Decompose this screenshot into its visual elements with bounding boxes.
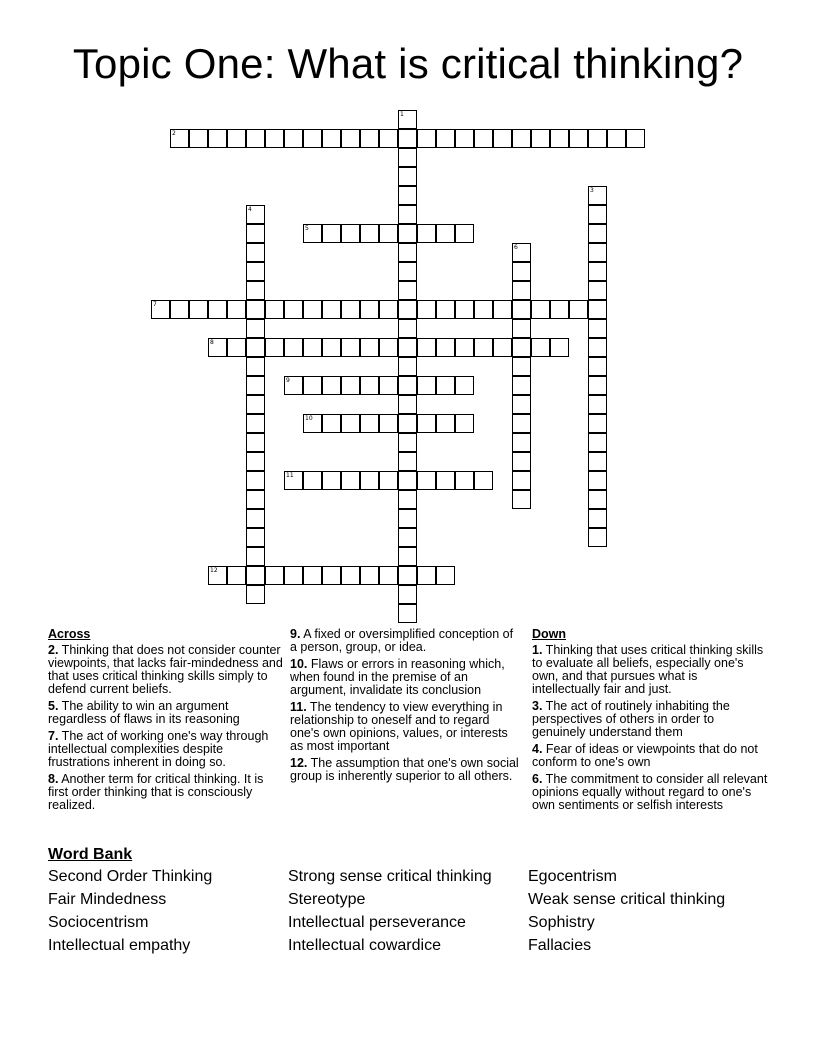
grid-cell[interactable] xyxy=(360,338,379,357)
grid-cell[interactable] xyxy=(493,129,512,148)
grid-cell[interactable] xyxy=(189,300,208,319)
clue-item-text: The tendency to view everything in relationship to oneself and to regard one's own opinions, values, or interests as most important xyxy=(290,700,508,753)
grid-cell[interactable] xyxy=(588,376,607,395)
across-heading: Across xyxy=(48,627,91,641)
grid-cell[interactable] xyxy=(246,300,265,319)
grid-cell[interactable] xyxy=(588,205,607,224)
grid-cell[interactable] xyxy=(417,471,436,490)
grid-cell[interactable] xyxy=(436,376,455,395)
grid-cell[interactable] xyxy=(398,471,417,490)
grid-cell[interactable] xyxy=(341,566,360,585)
grid-cell[interactable] xyxy=(246,243,265,262)
grid-cell[interactable] xyxy=(322,376,341,395)
grid-cell[interactable] xyxy=(398,319,417,338)
clue-number: 9 xyxy=(286,377,290,384)
clue-item xyxy=(290,701,522,753)
grid-cell[interactable] xyxy=(379,471,398,490)
clue-item-number: 7. xyxy=(48,729,59,743)
grid-cell[interactable] xyxy=(474,129,493,148)
grid-cell[interactable] xyxy=(588,300,607,319)
grid-cell[interactable] xyxy=(322,129,341,148)
clue-item-text: The ability to win an argument regardless of flaws in its reasoning xyxy=(48,699,240,726)
across-clues-column-2 xyxy=(290,628,522,787)
grid-cell[interactable] xyxy=(398,490,417,509)
grid-cell[interactable] xyxy=(588,186,607,205)
grid-cell[interactable] xyxy=(341,376,360,395)
grid-cell[interactable] xyxy=(227,338,246,357)
grid-cell[interactable] xyxy=(588,528,607,547)
clue-number: 8 xyxy=(210,339,214,346)
clue-item-number: 1. xyxy=(532,643,543,657)
word-bank-item: Intellectual cowardice xyxy=(288,937,441,954)
grid-cell[interactable] xyxy=(398,433,417,452)
grid-cell[interactable] xyxy=(341,129,360,148)
clue-item-number: 5. xyxy=(48,699,59,713)
grid-cell[interactable] xyxy=(398,300,417,319)
word-bank-item: Sophistry xyxy=(528,914,595,931)
clue-item-number: 10. xyxy=(290,657,308,671)
grid-cell[interactable] xyxy=(341,414,360,433)
grid-cell[interactable] xyxy=(626,129,645,148)
word-bank-item: Strong sense critical thinking xyxy=(288,868,492,885)
grid-cell[interactable] xyxy=(493,338,512,357)
grid-cell[interactable] xyxy=(474,338,493,357)
clue-item-text: Flaws or errors in reasoning which, when found in the premise of an argument, invalidate its conclusion xyxy=(290,657,505,697)
grid-cell[interactable] xyxy=(588,262,607,281)
clue-item-number: 8. xyxy=(48,772,59,786)
grid-cell[interactable] xyxy=(398,205,417,224)
grid-cell[interactable] xyxy=(246,357,265,376)
grid-cell[interactable] xyxy=(398,338,417,357)
grid-cell[interactable] xyxy=(512,262,531,281)
grid-cell[interactable] xyxy=(360,471,379,490)
grid-cell[interactable] xyxy=(379,300,398,319)
grid-cell[interactable] xyxy=(284,338,303,357)
grid-cell[interactable] xyxy=(417,338,436,357)
grid-cell[interactable] xyxy=(398,604,417,623)
grid-cell[interactable] xyxy=(417,300,436,319)
grid-cell[interactable] xyxy=(398,224,417,243)
grid-cell[interactable] xyxy=(512,490,531,509)
grid-cell[interactable] xyxy=(303,338,322,357)
grid-cell[interactable] xyxy=(303,224,322,243)
clue-item xyxy=(290,658,522,697)
clue-item-text: The assumption that one's own social group is inherently superior to all others. xyxy=(290,756,519,783)
grid-cell[interactable] xyxy=(379,414,398,433)
grid-cell[interactable] xyxy=(379,566,398,585)
grid-cell[interactable] xyxy=(417,414,436,433)
grid-cell[interactable] xyxy=(588,471,607,490)
clue-number: 10 xyxy=(305,415,313,422)
clue-item-text: A fixed or oversimplified conception of a person, group, or idea. xyxy=(290,627,514,654)
grid-cell[interactable] xyxy=(398,110,417,129)
word-bank-item: Intellectual perseverance xyxy=(288,914,466,931)
grid-cell[interactable] xyxy=(588,319,607,338)
grid-cell[interactable] xyxy=(246,528,265,547)
grid-cell[interactable] xyxy=(284,471,303,490)
grid-cell[interactable] xyxy=(360,414,379,433)
grid-cell[interactable] xyxy=(398,452,417,471)
clue-number: 1 xyxy=(400,111,404,118)
grid-cell[interactable] xyxy=(360,300,379,319)
grid-cell[interactable] xyxy=(607,129,626,148)
grid-cell[interactable] xyxy=(436,129,455,148)
grid-cell[interactable] xyxy=(322,471,341,490)
grid-cell[interactable] xyxy=(588,395,607,414)
grid-cell[interactable] xyxy=(398,186,417,205)
clue-item-number: 4. xyxy=(532,742,543,756)
grid-cell[interactable] xyxy=(398,167,417,186)
grid-cell[interactable] xyxy=(588,338,607,357)
grid-cell[interactable] xyxy=(227,566,246,585)
grid-cell[interactable] xyxy=(512,281,531,300)
grid-cell[interactable] xyxy=(398,547,417,566)
grid-cell[interactable] xyxy=(227,129,246,148)
grid-cell[interactable] xyxy=(322,414,341,433)
clue-item xyxy=(532,773,768,812)
grid-cell[interactable] xyxy=(265,300,284,319)
grid-cell[interactable] xyxy=(531,129,550,148)
grid-cell[interactable] xyxy=(246,490,265,509)
grid-cell[interactable] xyxy=(436,471,455,490)
grid-cell[interactable] xyxy=(265,566,284,585)
grid-cell[interactable] xyxy=(512,129,531,148)
grid-cell[interactable] xyxy=(379,129,398,148)
grid-cell[interactable] xyxy=(360,566,379,585)
grid-cell[interactable] xyxy=(322,566,341,585)
grid-cell[interactable] xyxy=(303,129,322,148)
across-clue-list xyxy=(48,644,284,812)
grid-cell[interactable] xyxy=(588,490,607,509)
clue-number: 6 xyxy=(514,244,518,251)
grid-cell[interactable] xyxy=(455,224,474,243)
clue-item xyxy=(48,730,284,769)
grid-cell[interactable] xyxy=(417,224,436,243)
grid-cell[interactable] xyxy=(588,452,607,471)
grid-cell[interactable] xyxy=(588,281,607,300)
clue-item xyxy=(532,743,768,769)
clue-item-number: 12. xyxy=(290,756,308,770)
grid-cell[interactable] xyxy=(303,376,322,395)
grid-cell[interactable] xyxy=(360,376,379,395)
grid-cell[interactable] xyxy=(303,300,322,319)
word-bank-item: Egocentrism xyxy=(528,868,617,885)
grid-cell[interactable] xyxy=(284,129,303,148)
grid-cell[interactable] xyxy=(284,376,303,395)
word-bank-item: Second Order Thinking xyxy=(48,868,213,885)
grid-cell[interactable] xyxy=(512,338,531,357)
word-bank-item: Stereotype xyxy=(288,891,366,908)
grid-cell[interactable] xyxy=(436,224,455,243)
grid-cell[interactable] xyxy=(512,414,531,433)
down-clues-column xyxy=(532,628,768,816)
grid-cell[interactable] xyxy=(341,224,360,243)
page-title: Topic One: What is critical thinking? xyxy=(72,40,744,87)
grid-cell[interactable] xyxy=(455,414,474,433)
grid-cell[interactable] xyxy=(379,376,398,395)
grid-cell[interactable] xyxy=(379,338,398,357)
grid-cell[interactable] xyxy=(341,300,360,319)
grid-cell[interactable] xyxy=(303,414,322,433)
grid-cell[interactable] xyxy=(512,243,531,262)
grid-cell[interactable] xyxy=(588,414,607,433)
grid-cell[interactable] xyxy=(246,224,265,243)
clue-number: 3 xyxy=(590,187,594,194)
word-bank-item: Intellectual empathy xyxy=(48,937,191,954)
clue-number: 12 xyxy=(210,567,218,574)
clue-item-text: The act of routinely inhabiting the perspectives of others in order to genuinely understand them xyxy=(532,699,730,739)
grid-cell[interactable] xyxy=(398,566,417,585)
grid-cell[interactable] xyxy=(436,566,455,585)
clue-item xyxy=(48,773,284,812)
grid-cell[interactable] xyxy=(246,433,265,452)
grid-cell[interactable] xyxy=(531,338,550,357)
clue-item xyxy=(290,628,522,654)
grid-cell[interactable] xyxy=(322,300,341,319)
grid-cell[interactable] xyxy=(493,300,512,319)
clue-item-text: The act of working one's way through intellectual complexities despite frustrations inherent in doing so. xyxy=(48,729,269,769)
grid-cell[interactable] xyxy=(588,433,607,452)
clue-item xyxy=(48,644,284,696)
grid-cell[interactable] xyxy=(151,300,170,319)
grid-cell[interactable] xyxy=(512,376,531,395)
grid-cell[interactable] xyxy=(360,224,379,243)
clue-item-text: Another term for critical thinking. It is first order thinking that is consciously realized. xyxy=(48,772,264,812)
grid-cell[interactable] xyxy=(569,300,588,319)
grid-cell[interactable] xyxy=(588,129,607,148)
clue-item-text: Thinking that does not consider counter viewpoints, that lacks fair-mindedness and that uses critical thinking skills simply to defend current beliefs. xyxy=(48,643,283,696)
grid-cell[interactable] xyxy=(512,319,531,338)
grid-cell[interactable] xyxy=(246,281,265,300)
across-clues-column xyxy=(48,628,284,816)
clue-number: 2 xyxy=(172,130,176,137)
word-bank-item: Fair Mindedness xyxy=(48,891,167,908)
grid-cell[interactable] xyxy=(284,566,303,585)
grid-cell[interactable] xyxy=(455,129,474,148)
clue-item-number: 6. xyxy=(532,772,543,786)
clue-item-text: Fear of ideas or viewpoints that do not conform to one's own xyxy=(532,742,758,769)
grid-cell[interactable] xyxy=(398,528,417,547)
grid-cell[interactable] xyxy=(208,300,227,319)
clue-item-number: 2. xyxy=(48,643,59,657)
grid-cell[interactable] xyxy=(569,129,588,148)
grid-cell[interactable] xyxy=(341,471,360,490)
grid-cell[interactable] xyxy=(246,262,265,281)
grid-cell[interactable] xyxy=(550,338,569,357)
grid-cell[interactable] xyxy=(588,509,607,528)
grid-cell[interactable] xyxy=(398,414,417,433)
grid-cell[interactable] xyxy=(398,509,417,528)
grid-cell[interactable] xyxy=(398,357,417,376)
grid-cell[interactable] xyxy=(550,129,569,148)
grid-cell[interactable] xyxy=(246,129,265,148)
grid-cell[interactable] xyxy=(588,357,607,376)
grid-cell[interactable] xyxy=(550,300,569,319)
grid-cell[interactable] xyxy=(398,148,417,167)
grid-cell[interactable] xyxy=(303,566,322,585)
clue-item-number: 11. xyxy=(290,700,307,714)
grid-cell[interactable] xyxy=(417,566,436,585)
grid-cell[interactable] xyxy=(512,471,531,490)
grid-cell[interactable] xyxy=(474,471,493,490)
clue-number: 7 xyxy=(153,301,157,308)
grid-cell[interactable] xyxy=(360,129,379,148)
across-clue-list-2 xyxy=(290,628,522,783)
grid-cell[interactable] xyxy=(398,585,417,604)
clue-item-number: 3. xyxy=(532,699,543,713)
clue-item-text: Thinking that uses critical thinking skills to evaluate all beliefs, especially one's own, and that pursues what is intellectually fair and just. xyxy=(532,643,764,696)
grid-cell[interactable] xyxy=(265,129,284,148)
grid-cell[interactable] xyxy=(322,224,341,243)
grid-cell[interactable] xyxy=(436,414,455,433)
grid-cell[interactable] xyxy=(512,300,531,319)
grid-cell[interactable] xyxy=(417,376,436,395)
clue-number: 4 xyxy=(248,206,252,213)
grid-cell[interactable] xyxy=(588,224,607,243)
grid-cell[interactable] xyxy=(246,395,265,414)
grid-cell[interactable] xyxy=(512,395,531,414)
grid-cell[interactable] xyxy=(398,395,417,414)
grid-cell[interactable] xyxy=(398,262,417,281)
grid-cell[interactable] xyxy=(303,471,322,490)
word-bank-item: Weak sense critical thinking xyxy=(528,891,726,908)
grid-cell[interactable] xyxy=(398,376,417,395)
clue-item-text: The commitment to consider all relevant opinions equally without regard to one's own sentiments or selfish interests xyxy=(532,772,768,812)
clue-item xyxy=(48,700,284,726)
grid-cell[interactable] xyxy=(455,300,474,319)
grid-cell[interactable] xyxy=(379,224,398,243)
grid-cell[interactable] xyxy=(189,129,208,148)
grid-cell[interactable] xyxy=(246,585,265,604)
grid-cell[interactable] xyxy=(246,376,265,395)
grid-cell[interactable] xyxy=(170,300,189,319)
grid-cell[interactable] xyxy=(512,433,531,452)
grid-cell[interactable] xyxy=(208,129,227,148)
clue-number: 11 xyxy=(286,472,294,479)
grid-cell[interactable] xyxy=(265,338,284,357)
grid-cell[interactable] xyxy=(170,129,189,148)
grid-cell[interactable] xyxy=(417,129,436,148)
grid-cell[interactable] xyxy=(588,243,607,262)
grid-cell[interactable] xyxy=(208,338,227,357)
grid-cell[interactable] xyxy=(246,566,265,585)
grid-cell[interactable] xyxy=(322,338,341,357)
grid-cell[interactable] xyxy=(341,338,360,357)
grid-cell[interactable] xyxy=(436,338,455,357)
grid-cell[interactable] xyxy=(455,471,474,490)
grid-cell[interactable] xyxy=(246,205,265,224)
grid-cell[interactable] xyxy=(246,547,265,566)
grid-cell[interactable] xyxy=(246,452,265,471)
grid-cell[interactable] xyxy=(531,300,550,319)
down-clue-list xyxy=(532,644,768,812)
clue-item-number: 9. xyxy=(290,627,301,641)
grid-cell[interactable] xyxy=(284,300,303,319)
grid-cell[interactable] xyxy=(512,452,531,471)
grid-cell[interactable] xyxy=(398,129,417,148)
grid-cell[interactable] xyxy=(246,509,265,528)
clue-number: 5 xyxy=(305,225,309,232)
grid-cell[interactable] xyxy=(227,300,246,319)
grid-cell[interactable] xyxy=(455,338,474,357)
grid-cell[interactable] xyxy=(246,319,265,338)
grid-cell[interactable] xyxy=(455,376,474,395)
grid-cell[interactable] xyxy=(512,357,531,376)
grid-cell[interactable] xyxy=(208,566,227,585)
grid-cell[interactable] xyxy=(246,338,265,357)
grid-cell[interactable] xyxy=(246,414,265,433)
grid-cell[interactable] xyxy=(436,300,455,319)
grid-cell[interactable] xyxy=(246,471,265,490)
down-heading: Down xyxy=(532,627,567,641)
clue-item xyxy=(290,757,522,783)
word-bank-heading: Word Bank xyxy=(48,846,133,863)
grid-cell[interactable] xyxy=(398,243,417,262)
word-bank-item: Fallacies xyxy=(528,937,592,954)
grid-cell[interactable] xyxy=(474,300,493,319)
grid-cell[interactable] xyxy=(398,281,417,300)
clue-item xyxy=(532,700,768,739)
word-bank-item: Sociocentrism xyxy=(48,914,149,931)
clue-item xyxy=(532,644,768,696)
